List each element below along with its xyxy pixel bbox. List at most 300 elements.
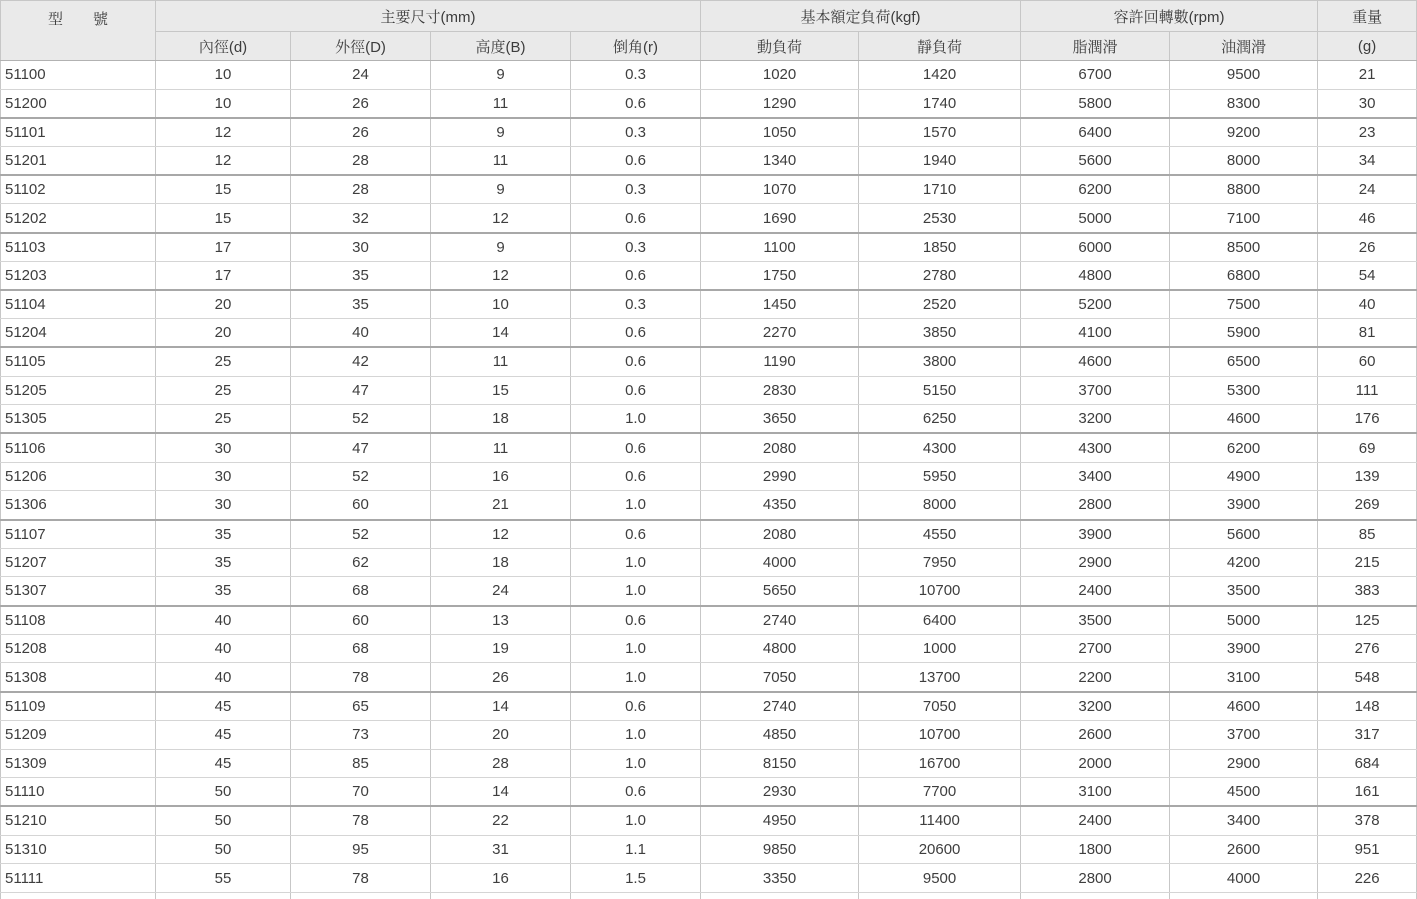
value-cell: 176 <box>1318 405 1417 434</box>
value-cell: 46 <box>1318 204 1417 233</box>
value-cell: 40 <box>156 663 291 692</box>
table-row <box>1 290 1417 319</box>
value-cell: 548 <box>1318 663 1417 692</box>
value-cell: 85 <box>1318 520 1417 549</box>
table-row <box>1 433 1417 462</box>
value-cell: 0.3 <box>571 233 701 262</box>
value-cell: 50 <box>156 778 291 807</box>
value-cell: 1020 <box>701 61 859 90</box>
value-cell: 28 <box>431 749 571 778</box>
table-row <box>1 376 1417 405</box>
value-cell: 47 <box>291 433 431 462</box>
value-cell: 3900 <box>1021 520 1170 549</box>
value-cell: 21 <box>431 491 571 520</box>
model-cell: 51309 <box>1 749 156 778</box>
value-cell: 35 <box>291 261 431 290</box>
value-cell: 24 <box>1318 175 1417 204</box>
value-cell: 45 <box>156 692 291 721</box>
model-cell <box>1 892 156 899</box>
value-cell: 15 <box>156 175 291 204</box>
value-cell: 5650 <box>701 577 859 606</box>
value-cell: 20 <box>156 290 291 319</box>
value-cell: 4000 <box>1170 864 1318 893</box>
value-cell: 0.6 <box>571 376 701 405</box>
value-cell: 55 <box>156 864 291 893</box>
value-cell: 1750 <box>701 261 859 290</box>
value-cell: 19 <box>431 634 571 663</box>
table-header <box>1 1 1417 61</box>
value-cell: 2930 <box>701 778 859 807</box>
value-cell: 1.5 <box>571 864 701 893</box>
value-cell: 1.0 <box>571 663 701 692</box>
value-cell: 6400 <box>859 606 1021 635</box>
value-cell: 24 <box>291 61 431 90</box>
value-cell: 5600 <box>1021 147 1170 176</box>
value-cell: 8300 <box>1170 89 1318 118</box>
value-cell: 4800 <box>701 634 859 663</box>
value-cell: 1.0 <box>571 634 701 663</box>
value-cell: 9 <box>431 61 571 90</box>
value-cell: 2400 <box>1021 577 1170 606</box>
value-cell: 40 <box>1318 290 1417 319</box>
value-cell: 16 <box>431 864 571 893</box>
value-cell: 2600 <box>1021 720 1170 749</box>
value-cell: 78 <box>291 663 431 692</box>
value-cell: 4100 <box>1021 319 1170 348</box>
value-cell: 9 <box>431 118 571 147</box>
value-cell: 69 <box>1318 433 1417 462</box>
table-row <box>1 175 1417 204</box>
value-cell: 11 <box>431 147 571 176</box>
table-row <box>1 89 1417 118</box>
value-cell: 0.6 <box>571 147 701 176</box>
value-cell: 378 <box>1318 806 1417 835</box>
value-cell: 73 <box>291 720 431 749</box>
table-row <box>1 462 1417 491</box>
value-cell: 1290 <box>701 89 859 118</box>
value-cell: 8000 <box>1170 147 1318 176</box>
value-cell: 25 <box>156 376 291 405</box>
value-cell: 9500 <box>1170 61 1318 90</box>
header-group-2: 容許回轉數(rpm) <box>1021 1 1318 32</box>
table-row <box>1 864 1417 893</box>
value-cell: 6500 <box>1170 347 1318 376</box>
value-cell: 4600 <box>1170 405 1318 434</box>
table-row <box>1 347 1417 376</box>
value-cell: 11 <box>431 433 571 462</box>
value-cell: 45 <box>156 749 291 778</box>
header-column: 油潤滑 <box>1170 32 1318 61</box>
value-cell: 0.6 <box>571 204 701 233</box>
model-cell: 51102 <box>1 175 156 204</box>
value-cell: 25 <box>156 347 291 376</box>
value-cell: 148 <box>1318 692 1417 721</box>
value-cell: 50 <box>156 835 291 864</box>
value-cell: 10 <box>156 89 291 118</box>
value-cell: 1.0 <box>571 749 701 778</box>
value-cell: 2700 <box>1021 634 1170 663</box>
value-cell: 32 <box>291 204 431 233</box>
table-row <box>1 806 1417 835</box>
value-cell: 0.6 <box>571 319 701 348</box>
value-cell: 9 <box>431 233 571 262</box>
model-cell: 51101 <box>1 118 156 147</box>
table-row <box>1 606 1417 635</box>
value-cell: 161 <box>1318 778 1417 807</box>
value-cell: 7050 <box>859 692 1021 721</box>
value-cell: 65 <box>291 692 431 721</box>
value-cell: 2520 <box>859 290 1021 319</box>
value-cell: 12 <box>431 261 571 290</box>
value-cell: 276 <box>1318 634 1417 663</box>
value-cell: 14 <box>431 692 571 721</box>
value-cell: 1070 <box>701 175 859 204</box>
value-cell: 1190 <box>701 347 859 376</box>
value-cell: 13 <box>431 606 571 635</box>
model-cell: 51210 <box>1 806 156 835</box>
value-cell: 6800 <box>1170 261 1318 290</box>
value-cell: 4500 <box>1170 778 1318 807</box>
value-cell: 30 <box>156 491 291 520</box>
value-cell: 18 <box>431 405 571 434</box>
value-cell: 12 <box>156 147 291 176</box>
value-cell: 111 <box>1318 376 1417 405</box>
value-cell: 7050 <box>701 663 859 692</box>
value-cell: 11400 <box>859 806 1021 835</box>
value-cell: 70 <box>291 778 431 807</box>
value-cell: 13700 <box>859 663 1021 692</box>
value-cell: 4950 <box>701 806 859 835</box>
header-model: 型 號 <box>1 1 156 61</box>
value-cell: 45 <box>156 720 291 749</box>
value-cell: 2270 <box>701 319 859 348</box>
table-row <box>1 118 1417 147</box>
model-cell: 51306 <box>1 491 156 520</box>
value-cell: 20 <box>156 319 291 348</box>
value-cell: 30 <box>156 462 291 491</box>
value-cell: 0.6 <box>571 692 701 721</box>
value-cell: 21 <box>1318 61 1417 90</box>
value-cell: 1.0 <box>571 491 701 520</box>
value-cell: 1.1 <box>571 835 701 864</box>
value-cell: 3200 <box>1021 405 1170 434</box>
value-cell: 3650 <box>701 405 859 434</box>
value-cell: 60 <box>291 491 431 520</box>
table-row <box>1 663 1417 692</box>
value-cell: 4600 <box>1021 347 1170 376</box>
value-cell: 3500 <box>1170 577 1318 606</box>
value-cell: 5300 <box>1170 376 1318 405</box>
value-cell: 60 <box>291 606 431 635</box>
value-cell: 5150 <box>859 376 1021 405</box>
value-cell: 6700 <box>1021 61 1170 90</box>
value-cell: 68 <box>291 577 431 606</box>
table-row <box>1 577 1417 606</box>
value-cell <box>859 892 1021 899</box>
value-cell: 125 <box>1318 606 1417 635</box>
value-cell: 1000 <box>859 634 1021 663</box>
table-body <box>1 61 1417 899</box>
value-cell: 5000 <box>1021 204 1170 233</box>
value-cell: 1850 <box>859 233 1021 262</box>
value-cell: 24 <box>431 577 571 606</box>
value-cell: 28 <box>291 147 431 176</box>
value-cell: 40 <box>156 634 291 663</box>
value-cell: 684 <box>1318 749 1417 778</box>
value-cell: 0.6 <box>571 778 701 807</box>
model-cell: 51111 <box>1 864 156 893</box>
value-cell: 2200 <box>1021 663 1170 692</box>
value-cell: 7950 <box>859 548 1021 577</box>
value-cell: 1800 <box>1021 835 1170 864</box>
model-cell: 51308 <box>1 663 156 692</box>
header-row-columns <box>1 32 1417 61</box>
model-cell: 51200 <box>1 89 156 118</box>
model-cell: 51100 <box>1 61 156 90</box>
value-cell: 28 <box>291 175 431 204</box>
value-cell: 15 <box>431 376 571 405</box>
value-cell: 215 <box>1318 548 1417 577</box>
value-cell: 42 <box>291 347 431 376</box>
value-cell: 4300 <box>1021 433 1170 462</box>
value-cell: 34 <box>1318 147 1417 176</box>
value-cell: 8500 <box>1170 233 1318 262</box>
value-cell: 17 <box>156 233 291 262</box>
value-cell: 2780 <box>859 261 1021 290</box>
value-cell: 52 <box>291 520 431 549</box>
model-cell: 51105 <box>1 347 156 376</box>
value-cell: 11 <box>431 347 571 376</box>
model-cell: 51109 <box>1 692 156 721</box>
value-cell: 1690 <box>701 204 859 233</box>
value-cell: 5000 <box>1170 606 1318 635</box>
model-cell: 51207 <box>1 548 156 577</box>
model-cell: 51110 <box>1 778 156 807</box>
value-cell: 1740 <box>859 89 1021 118</box>
header-column: 脂潤滑 <box>1021 32 1170 61</box>
value-cell: 30 <box>156 433 291 462</box>
value-cell <box>156 892 291 899</box>
value-cell: 16 <box>431 462 571 491</box>
value-cell: 10 <box>156 61 291 90</box>
model-cell: 51107 <box>1 520 156 549</box>
model-cell: 51108 <box>1 606 156 635</box>
table-row <box>1 520 1417 549</box>
value-cell: 226 <box>1318 864 1417 893</box>
value-cell: 8150 <box>701 749 859 778</box>
header-group-0: 主要尺寸(mm) <box>156 1 701 32</box>
value-cell: 1570 <box>859 118 1021 147</box>
header-column: 倒角(r) <box>571 32 701 61</box>
table-row <box>1 319 1417 348</box>
value-cell <box>1021 892 1170 899</box>
value-cell: 26 <box>291 118 431 147</box>
value-cell: 139 <box>1318 462 1417 491</box>
header-column: (g) <box>1318 32 1417 61</box>
value-cell: 4600 <box>1170 692 1318 721</box>
value-cell: 12 <box>431 520 571 549</box>
value-cell: 0.6 <box>571 89 701 118</box>
value-cell: 35 <box>156 548 291 577</box>
value-cell: 6200 <box>1170 433 1318 462</box>
value-cell: 4200 <box>1170 548 1318 577</box>
value-cell: 1710 <box>859 175 1021 204</box>
header-group-1: 基本額定負荷(kgf) <box>701 1 1021 32</box>
value-cell: 9500 <box>859 864 1021 893</box>
value-cell: 30 <box>291 233 431 262</box>
table-row <box>1 261 1417 290</box>
model-cell: 51209 <box>1 720 156 749</box>
value-cell: 12 <box>431 204 571 233</box>
value-cell: 16700 <box>859 749 1021 778</box>
header-row-groups <box>1 1 1417 32</box>
value-cell: 1940 <box>859 147 1021 176</box>
value-cell: 3200 <box>1021 692 1170 721</box>
value-cell: 1.0 <box>571 405 701 434</box>
value-cell: 52 <box>291 405 431 434</box>
value-cell: 23 <box>1318 118 1417 147</box>
value-cell: 2990 <box>701 462 859 491</box>
model-cell: 51205 <box>1 376 156 405</box>
value-cell: 4850 <box>701 720 859 749</box>
value-cell: 54 <box>1318 261 1417 290</box>
value-cell: 26 <box>431 663 571 692</box>
table-row <box>1 692 1417 721</box>
table-row <box>1 61 1417 90</box>
value-cell: 30 <box>1318 89 1417 118</box>
value-cell: 6250 <box>859 405 1021 434</box>
table-row <box>1 892 1417 899</box>
value-cell: 18 <box>431 548 571 577</box>
value-cell <box>291 892 431 899</box>
value-cell: 6400 <box>1021 118 1170 147</box>
value-cell: 269 <box>1318 491 1417 520</box>
table-row <box>1 835 1417 864</box>
table-row <box>1 491 1417 520</box>
table-row <box>1 548 1417 577</box>
value-cell: 3700 <box>1170 720 1318 749</box>
value-cell: 78 <box>291 806 431 835</box>
value-cell: 9 <box>431 175 571 204</box>
value-cell: 2740 <box>701 692 859 721</box>
value-cell <box>1170 892 1318 899</box>
value-cell: 26 <box>291 89 431 118</box>
model-cell: 51201 <box>1 147 156 176</box>
value-cell: 26 <box>1318 233 1417 262</box>
value-cell: 6200 <box>1021 175 1170 204</box>
value-cell: 22 <box>431 806 571 835</box>
value-cell: 20600 <box>859 835 1021 864</box>
value-cell: 3400 <box>1170 806 1318 835</box>
value-cell: 5600 <box>1170 520 1318 549</box>
value-cell: 4300 <box>859 433 1021 462</box>
header-column: 靜負荷 <box>859 32 1021 61</box>
value-cell: 2000 <box>1021 749 1170 778</box>
value-cell: 0.6 <box>571 606 701 635</box>
value-cell: 2900 <box>1021 548 1170 577</box>
value-cell: 7700 <box>859 778 1021 807</box>
value-cell: 4550 <box>859 520 1021 549</box>
value-cell: 3850 <box>859 319 1021 348</box>
value-cell: 0.6 <box>571 261 701 290</box>
value-cell: 3900 <box>1170 634 1318 663</box>
value-cell: 0.3 <box>571 290 701 319</box>
value-cell <box>431 892 571 899</box>
value-cell: 317 <box>1318 720 1417 749</box>
value-cell: 5200 <box>1021 290 1170 319</box>
value-cell: 2800 <box>1021 864 1170 893</box>
value-cell: 2530 <box>859 204 1021 233</box>
value-cell: 10 <box>431 290 571 319</box>
value-cell <box>571 892 701 899</box>
value-cell: 35 <box>291 290 431 319</box>
table-row <box>1 147 1417 176</box>
value-cell: 12 <box>156 118 291 147</box>
model-cell: 51305 <box>1 405 156 434</box>
value-cell: 0.3 <box>571 175 701 204</box>
value-cell: 20 <box>431 720 571 749</box>
value-cell: 7500 <box>1170 290 1318 319</box>
model-cell: 51106 <box>1 433 156 462</box>
value-cell <box>701 892 859 899</box>
value-cell <box>1318 892 1417 899</box>
model-cell: 51307 <box>1 577 156 606</box>
header-column: 外徑(D) <box>291 32 431 61</box>
value-cell: 4000 <box>701 548 859 577</box>
value-cell: 10700 <box>859 577 1021 606</box>
value-cell: 0.3 <box>571 61 701 90</box>
value-cell: 50 <box>156 806 291 835</box>
value-cell: 7100 <box>1170 204 1318 233</box>
value-cell: 78 <box>291 864 431 893</box>
value-cell: 0.6 <box>571 520 701 549</box>
value-cell: 60 <box>1318 347 1417 376</box>
value-cell: 40 <box>156 606 291 635</box>
model-cell: 51204 <box>1 319 156 348</box>
model-cell: 51103 <box>1 233 156 262</box>
value-cell: 2900 <box>1170 749 1318 778</box>
value-cell: 3100 <box>1021 778 1170 807</box>
value-cell: 4900 <box>1170 462 1318 491</box>
value-cell: 35 <box>156 577 291 606</box>
value-cell: 1.0 <box>571 806 701 835</box>
value-cell: 15 <box>156 204 291 233</box>
value-cell: 81 <box>1318 319 1417 348</box>
value-cell: 0.3 <box>571 118 701 147</box>
table-row <box>1 405 1417 434</box>
model-cell: 51203 <box>1 261 156 290</box>
value-cell: 3100 <box>1170 663 1318 692</box>
model-cell: 51206 <box>1 462 156 491</box>
header-group-3: 重量 <box>1318 1 1417 32</box>
value-cell: 0.6 <box>571 462 701 491</box>
value-cell: 1.0 <box>571 577 701 606</box>
header-column: 高度(B) <box>431 32 571 61</box>
value-cell: 40 <box>291 319 431 348</box>
model-cell: 51202 <box>1 204 156 233</box>
table-row <box>1 720 1417 749</box>
value-cell: 383 <box>1318 577 1417 606</box>
value-cell: 2800 <box>1021 491 1170 520</box>
table-row <box>1 204 1417 233</box>
value-cell: 5950 <box>859 462 1021 491</box>
value-cell: 31 <box>431 835 571 864</box>
value-cell: 47 <box>291 376 431 405</box>
value-cell: 4350 <box>701 491 859 520</box>
value-cell: 1.0 <box>571 548 701 577</box>
table-row <box>1 778 1417 807</box>
header-column: 內徑(d) <box>156 32 291 61</box>
